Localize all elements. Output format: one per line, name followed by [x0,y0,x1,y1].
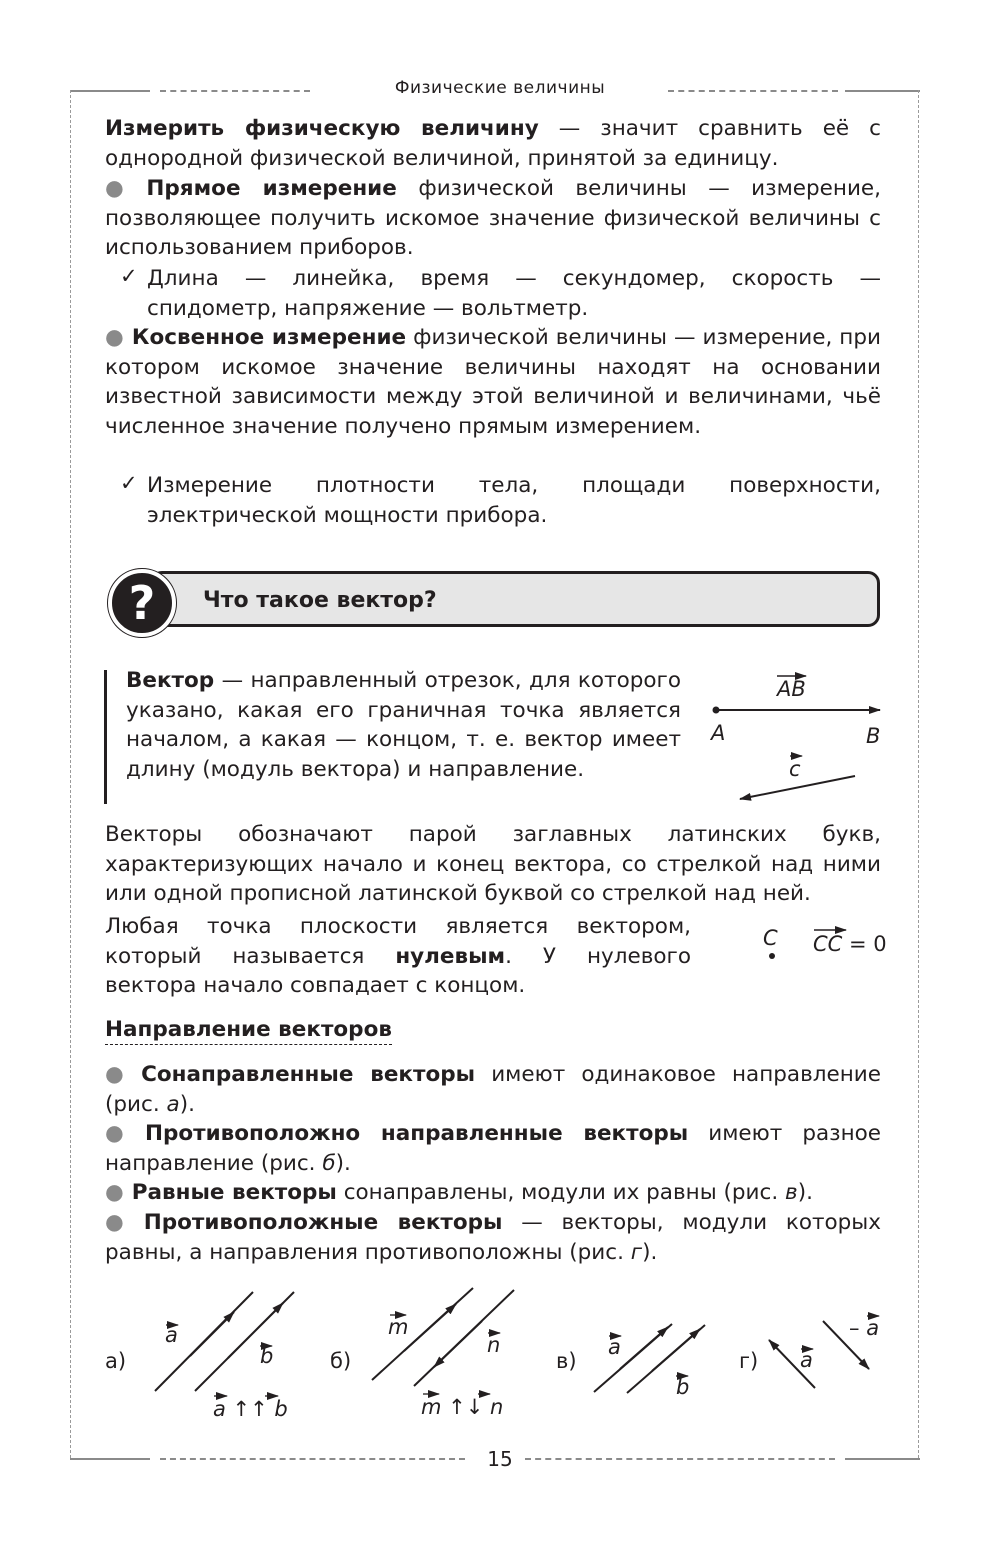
fig-a-arrow-2 [228,1303,283,1358]
checkmark-icon: ✓ [120,471,138,495]
bullet-icon: ● [105,325,124,350]
indirect-term: Косвенное измерение [131,325,407,350]
zero-vector-symbol: CC [813,932,843,956]
zero-text-post: . У нулевого вектора начало совпадает с концом. [105,943,691,999]
vector-definition-text: — направленный отрезок, для которого указано, какая его граничная точка является началом, а какая — концом, т. е. вектор имеет длину (модуль вектора) и направление. [126,668,681,783]
rel-right: n [490,1395,504,1419]
fig-c-label: в) [556,1349,577,1373]
running-head: Физические величины [394,78,606,98]
zero-term: нулевым [395,943,506,969]
direct-example: Длина — линейка, время — секундомер, скорость — спидометр, напряжение — вольтметр. [147,266,881,321]
question-title: Что такое вектор? [203,588,437,613]
point-c-label: C [763,926,778,950]
direction-end: ). [335,1150,351,1176]
direction-text: имеют разное направление (рис. [105,1121,882,1176]
neg-vector-letter: a [866,1316,880,1340]
bullet-icon: ● [105,1062,134,1087]
figure-ref: а [166,1091,180,1117]
fig-a-v1: a [165,1323,178,1347]
fig-b-arrow-1 [404,1304,456,1351]
rel-op: ↑↓ [441,1395,491,1419]
indirect-example: Измерение плотности тела, площади поверхности, электрической мощности прибора. [147,473,881,528]
fig-c-v1: a [608,1335,621,1359]
figure-ref: г [630,1239,643,1265]
checkmark-icon: ✓ [120,264,138,288]
page-number: 15 [487,1447,513,1471]
direction-text: имеют одинаковое направление (рис. [105,1062,881,1117]
bullet-icon: ● [105,1210,136,1235]
rel-left: m [421,1395,442,1419]
direct-text: физической величины — измерение, позволяющее получить искомое значение физической величины с использованием приборов. [105,176,881,261]
figure-ref: б [322,1150,336,1176]
fig-b-arrow-2 [434,1321,482,1367]
fig-c-v2: b [676,1375,690,1399]
fig-d-label: г) [739,1349,759,1373]
direction-end: ). [179,1091,195,1117]
fig-a-label: а) [105,1349,127,1373]
direction-term: Противоположно направленные векторы [144,1121,689,1146]
figure-ref: в [785,1180,798,1205]
point-b-label: B [866,724,881,748]
zero-text-pre: Любая точка плоскости является вектором, который называется [105,914,691,969]
intro-text: — значит сравнить её с однородной физической величиной, принятой за единицу. [105,116,881,171]
direction-term: Сонаправленные векторы [141,1062,476,1087]
rel-right: b [274,1397,288,1421]
intro-term: Измерить физическую величину [105,116,539,141]
question-mark-icon: ? [128,576,156,630]
fig-b-relation [421,1395,503,1419]
direction-term: Равные векторы [131,1180,337,1205]
bullet-icon: ● [105,176,139,201]
direction-term: Противоположные векторы [143,1210,503,1235]
bullet-icon: ● [105,1121,137,1146]
fig-a-v2: b [260,1344,274,1368]
vector-c-label: c [789,757,801,781]
point-a-dot [713,707,720,714]
bullet-icon: ● [105,1180,124,1205]
indirect-text: физической величины — измерение, при котором искомое значение величины находят на основании известной зависимости между этой величиной и величинами, чьё численное значение получено прямым измерением. [105,325,881,440]
zero-vector-eq: = 0 [842,932,887,956]
vector-ab-label: AB [777,677,806,701]
fig-b-v1: m [388,1315,409,1339]
vector-term: Вектор [126,668,215,693]
rel-left: a [213,1397,226,1421]
rel-op: ↑↑ [225,1397,275,1421]
direct-term: Прямое измерение [146,176,397,201]
fig-d-v1: a [800,1348,813,1372]
fig-b-label: б) [330,1349,352,1373]
zero-vector-formula [813,932,887,956]
point-c-dot [769,953,775,959]
minus-sign: – [849,1316,867,1340]
fig-a-arrow-1 [190,1312,234,1356]
fig-d-v2 [849,1316,879,1340]
direction-end: ). [797,1180,813,1205]
direction-end: ). [642,1239,658,1265]
notation-paragraph: Векторы обозначают парой заглавных латинских букв, характеризующих начало и конец вектора, со стрелкой над ними или одной прописной латинской буквой со стрелкой над ней. [105,822,881,907]
fig-a-relation [213,1397,288,1421]
direction-text: сонаправлены, модули их равны (рис. [336,1180,786,1205]
fig-b-v2: n [487,1333,501,1357]
direction-text: — векторы, модули которых равны, а направления противоположны (рис. [105,1210,881,1265]
point-a-label: A [711,721,726,745]
direction-heading: Направление векторов [105,1017,392,1045]
